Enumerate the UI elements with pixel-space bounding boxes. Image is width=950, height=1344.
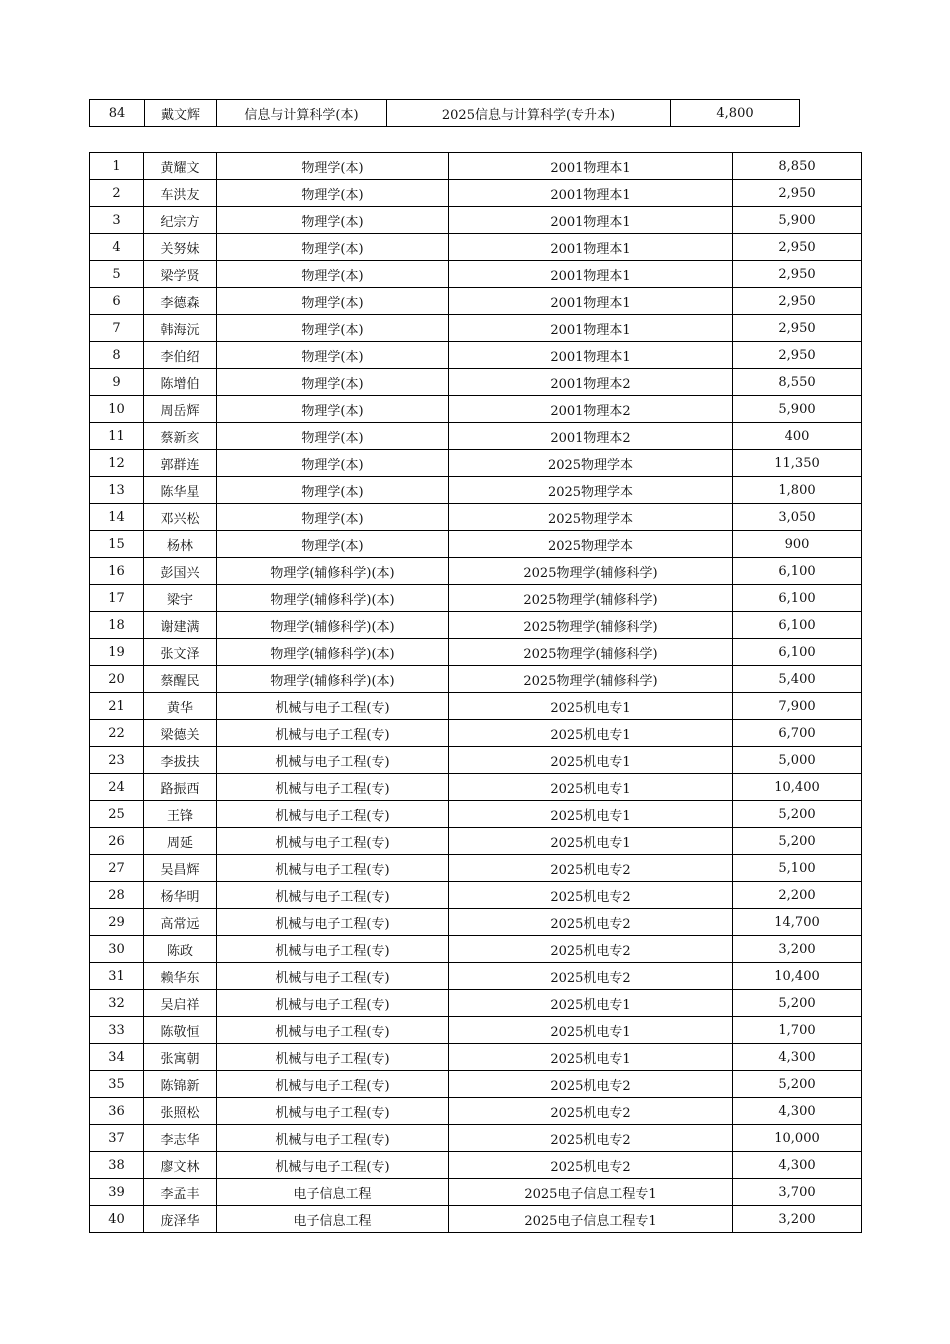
amount: 5,200 [733,828,862,855]
row-number: 11 [90,423,144,450]
table-row [90,774,862,801]
row-number: 20 [90,666,144,693]
student-name: 廖文林 [144,1152,217,1179]
major: 物理学(本) [217,531,449,558]
row-number: 17 [90,585,144,612]
amount: 2,950 [733,180,862,207]
major: 物理学(本) [217,342,449,369]
amount: 3,200 [733,1206,862,1233]
class-name: 2025机电专2 [449,936,733,963]
major: 机械与电子工程(专) [217,693,449,720]
amount: 8,550 [733,369,862,396]
student-name: 杨华明 [144,882,217,909]
amount: 3,700 [733,1179,862,1206]
row-number: 37 [90,1125,144,1152]
top-table [89,99,800,127]
table-row [90,855,862,882]
table-row [90,639,862,666]
amount: 900 [733,531,862,558]
table-row [90,936,862,963]
student-name: 梁学贤 [144,261,217,288]
row-number: 6 [90,288,144,315]
student-name: 蔡新亥 [144,423,217,450]
row-number: 15 [90,531,144,558]
major: 物理学(本) [217,477,449,504]
row-number: 5 [90,261,144,288]
table-row [90,1125,862,1152]
table-row [90,207,862,234]
major: 机械与电子工程(专) [217,882,449,909]
class-name: 2001物理本2 [449,423,733,450]
student-name: 黄耀文 [144,153,217,180]
amount: 3,050 [733,504,862,531]
student-name: 王锋 [144,801,217,828]
row-number: 32 [90,990,144,1017]
class-name: 2025信息与计算科学(专升本) [387,100,671,127]
table-row [90,1206,862,1233]
amount: 4,300 [733,1044,862,1071]
table-row [90,288,862,315]
student-name: 戴文辉 [145,100,217,127]
class-name: 2025物理学本 [449,477,733,504]
table-row [90,315,862,342]
amount: 1,800 [733,477,862,504]
amount: 5,900 [733,396,862,423]
class-name: 2025机电专2 [449,1152,733,1179]
table-row [90,558,862,585]
major: 机械与电子工程(专) [217,855,449,882]
class-name: 2025电子信息工程专1 [449,1179,733,1206]
row-number: 29 [90,909,144,936]
student-name: 梁宇 [144,585,217,612]
student-name: 车洪友 [144,180,217,207]
student-name: 路振西 [144,774,217,801]
table-row [90,612,862,639]
table-row [90,1071,862,1098]
major: 机械与电子工程(专) [217,990,449,1017]
student-name: 关努妹 [144,234,217,261]
table-row [90,531,862,558]
row-number: 31 [90,963,144,990]
amount: 5,100 [733,855,862,882]
class-name: 2025机电专2 [449,963,733,990]
class-name: 2025机电专1 [449,747,733,774]
major: 机械与电子工程(专) [217,774,449,801]
major: 机械与电子工程(专) [217,963,449,990]
major: 机械与电子工程(专) [217,1044,449,1071]
class-name: 2001物理本1 [449,261,733,288]
class-name: 2025机电专2 [449,1098,733,1125]
row-number: 21 [90,693,144,720]
student-name: 蔡醒民 [144,666,217,693]
table-row [90,369,862,396]
table-row [90,153,862,180]
row-number: 30 [90,936,144,963]
main-table [89,152,862,1233]
student-name: 李孟丰 [144,1179,217,1206]
table-row [90,1044,862,1071]
table-row [90,100,800,127]
amount: 5,200 [733,990,862,1017]
class-name: 2001物理本1 [449,234,733,261]
major: 物理学(本) [217,369,449,396]
major: 机械与电子工程(专) [217,1098,449,1125]
class-name: 2025机电专2 [449,1071,733,1098]
major: 物理学(本) [217,288,449,315]
student-name: 杨林 [144,531,217,558]
student-name: 陈敬恒 [144,1017,217,1044]
amount: 6,100 [733,639,862,666]
major: 机械与电子工程(专) [217,1071,449,1098]
amount: 2,950 [733,234,862,261]
table-row [90,234,862,261]
major: 机械与电子工程(专) [217,1152,449,1179]
student-name: 周岳辉 [144,396,217,423]
class-name: 2001物理本1 [449,288,733,315]
row-number: 13 [90,477,144,504]
amount: 2,950 [733,288,862,315]
class-name: 2025物理学(辅修科学) [449,558,733,585]
table-row [90,747,862,774]
student-name: 周延 [144,828,217,855]
table-row [90,1017,862,1044]
table-row [90,882,862,909]
major: 物理学(本) [217,504,449,531]
class-name: 2025物理学本 [449,450,733,477]
amount: 6,100 [733,558,862,585]
student-name: 陈锦新 [144,1071,217,1098]
row-number: 34 [90,1044,144,1071]
student-name: 张文泽 [144,639,217,666]
student-name: 庞泽华 [144,1206,217,1233]
major: 物理学(本) [217,396,449,423]
amount: 10,400 [733,774,862,801]
amount: 3,200 [733,936,862,963]
student-name: 陈华星 [144,477,217,504]
class-name: 2025机电专1 [449,1017,733,1044]
amount: 5,200 [733,1071,862,1098]
class-name: 2025物理学(辅修科学) [449,612,733,639]
major: 机械与电子工程(专) [217,1017,449,1044]
row-number: 3 [90,207,144,234]
row-number: 23 [90,747,144,774]
table-row [90,963,862,990]
major: 物理学(本) [217,180,449,207]
class-name: 2001物理本2 [449,369,733,396]
amount: 5,200 [733,801,862,828]
row-number: 39 [90,1179,144,1206]
student-name: 梁德关 [144,720,217,747]
major: 物理学(辅修科学)(本) [217,558,449,585]
row-number: 16 [90,558,144,585]
table-row [90,585,862,612]
class-name: 2025机电专2 [449,855,733,882]
row-number: 38 [90,1152,144,1179]
major: 机械与电子工程(专) [217,936,449,963]
major: 物理学(辅修科学)(本) [217,612,449,639]
student-name: 李伯绍 [144,342,217,369]
student-name: 黄华 [144,693,217,720]
amount: 4,800 [671,100,800,127]
table-row [90,261,862,288]
major: 机械与电子工程(专) [217,720,449,747]
class-name: 2025物理学(辅修科学) [449,666,733,693]
student-name: 李志华 [144,1125,217,1152]
student-name: 彭国兴 [144,558,217,585]
amount: 400 [733,423,862,450]
class-name: 2001物理本1 [449,180,733,207]
table-row [90,720,862,747]
major: 电子信息工程 [217,1206,449,1233]
row-number: 25 [90,801,144,828]
class-name: 2025机电专2 [449,882,733,909]
table-row [90,477,862,504]
table-row [90,1098,862,1125]
student-name: 谢建满 [144,612,217,639]
amount: 6,700 [733,720,862,747]
major: 机械与电子工程(专) [217,747,449,774]
amount: 4,300 [733,1152,862,1179]
table-row [90,1179,862,1206]
row-number: 14 [90,504,144,531]
table-row [90,909,862,936]
row-number: 33 [90,1017,144,1044]
student-name: 李拔扶 [144,747,217,774]
major: 物理学(辅修科学)(本) [217,585,449,612]
row-number: 8 [90,342,144,369]
row-number: 24 [90,774,144,801]
major: 物理学(本) [217,207,449,234]
major: 物理学(辅修科学)(本) [217,639,449,666]
student-name: 纪宗方 [144,207,217,234]
major: 机械与电子工程(专) [217,828,449,855]
class-name: 2025机电专1 [449,720,733,747]
row-number: 9 [90,369,144,396]
row-number: 84 [90,100,145,127]
class-name: 2025机电专1 [449,990,733,1017]
table-row [90,342,862,369]
class-name: 2025物理学本 [449,531,733,558]
student-name: 韩海沅 [144,315,217,342]
class-name: 2001物理本1 [449,153,733,180]
major: 物理学(本) [217,153,449,180]
row-number: 2 [90,180,144,207]
amount: 1,700 [733,1017,862,1044]
class-name: 2025物理学(辅修科学) [449,585,733,612]
class-name: 2025电子信息工程专1 [449,1206,733,1233]
amount: 10,000 [733,1125,862,1152]
student-name: 陈增伯 [144,369,217,396]
student-name: 陈政 [144,936,217,963]
table-row [90,828,862,855]
class-name: 2025物理学(辅修科学) [449,639,733,666]
row-number: 40 [90,1206,144,1233]
major: 物理学(本) [217,234,449,261]
major: 信息与计算科学(本) [217,100,387,127]
class-name: 2001物理本2 [449,396,733,423]
amount: 5,900 [733,207,862,234]
table-row [90,666,862,693]
table-row [90,990,862,1017]
row-number: 1 [90,153,144,180]
table-row [90,1152,862,1179]
major: 机械与电子工程(专) [217,1125,449,1152]
class-name: 2025机电专1 [449,774,733,801]
row-number: 7 [90,315,144,342]
row-number: 4 [90,234,144,261]
major: 机械与电子工程(专) [217,801,449,828]
amount: 2,950 [733,315,862,342]
row-number: 28 [90,882,144,909]
class-name: 2025机电专1 [449,693,733,720]
table-row [90,450,862,477]
row-number: 36 [90,1098,144,1125]
major: 物理学(本) [217,261,449,288]
class-name: 2001物理本1 [449,315,733,342]
row-number: 35 [90,1071,144,1098]
amount: 7,900 [733,693,862,720]
student-name: 张寓朝 [144,1044,217,1071]
amount: 10,400 [733,963,862,990]
amount: 14,700 [733,909,862,936]
amount: 5,000 [733,747,862,774]
major: 物理学(本) [217,315,449,342]
student-name: 吴昌辉 [144,855,217,882]
table-row [90,423,862,450]
row-number: 26 [90,828,144,855]
row-number: 12 [90,450,144,477]
table-row [90,801,862,828]
main-table-body [90,153,862,1233]
major: 物理学(本) [217,450,449,477]
class-name: 2001物理本1 [449,342,733,369]
amount: 6,100 [733,585,862,612]
class-name: 2025机电专1 [449,801,733,828]
row-number: 19 [90,639,144,666]
major: 机械与电子工程(专) [217,909,449,936]
row-number: 22 [90,720,144,747]
amount: 2,200 [733,882,862,909]
class-name: 2025物理学本 [449,504,733,531]
student-name: 吴启祥 [144,990,217,1017]
row-number: 27 [90,855,144,882]
student-name: 高常远 [144,909,217,936]
row-number: 10 [90,396,144,423]
table-row [90,504,862,531]
student-name: 邓兴松 [144,504,217,531]
major: 物理学(辅修科学)(本) [217,666,449,693]
class-name: 2025机电专1 [449,1044,733,1071]
class-name: 2025机电专1 [449,828,733,855]
amount: 11,350 [733,450,862,477]
amount: 2,950 [733,261,862,288]
class-name: 2025机电专2 [449,1125,733,1152]
major: 物理学(本) [217,423,449,450]
amount: 2,950 [733,342,862,369]
major: 电子信息工程 [217,1179,449,1206]
class-name: 2001物理本1 [449,207,733,234]
student-name: 张照松 [144,1098,217,1125]
table-row [90,180,862,207]
row-number: 18 [90,612,144,639]
class-name: 2025机电专2 [449,909,733,936]
amount: 8,850 [733,153,862,180]
table-row [90,396,862,423]
student-name: 赖华东 [144,963,217,990]
student-name: 李德森 [144,288,217,315]
amount: 4,300 [733,1098,862,1125]
table-row [90,693,862,720]
amount: 6,100 [733,612,862,639]
amount: 5,400 [733,666,862,693]
student-name: 郭群连 [144,450,217,477]
